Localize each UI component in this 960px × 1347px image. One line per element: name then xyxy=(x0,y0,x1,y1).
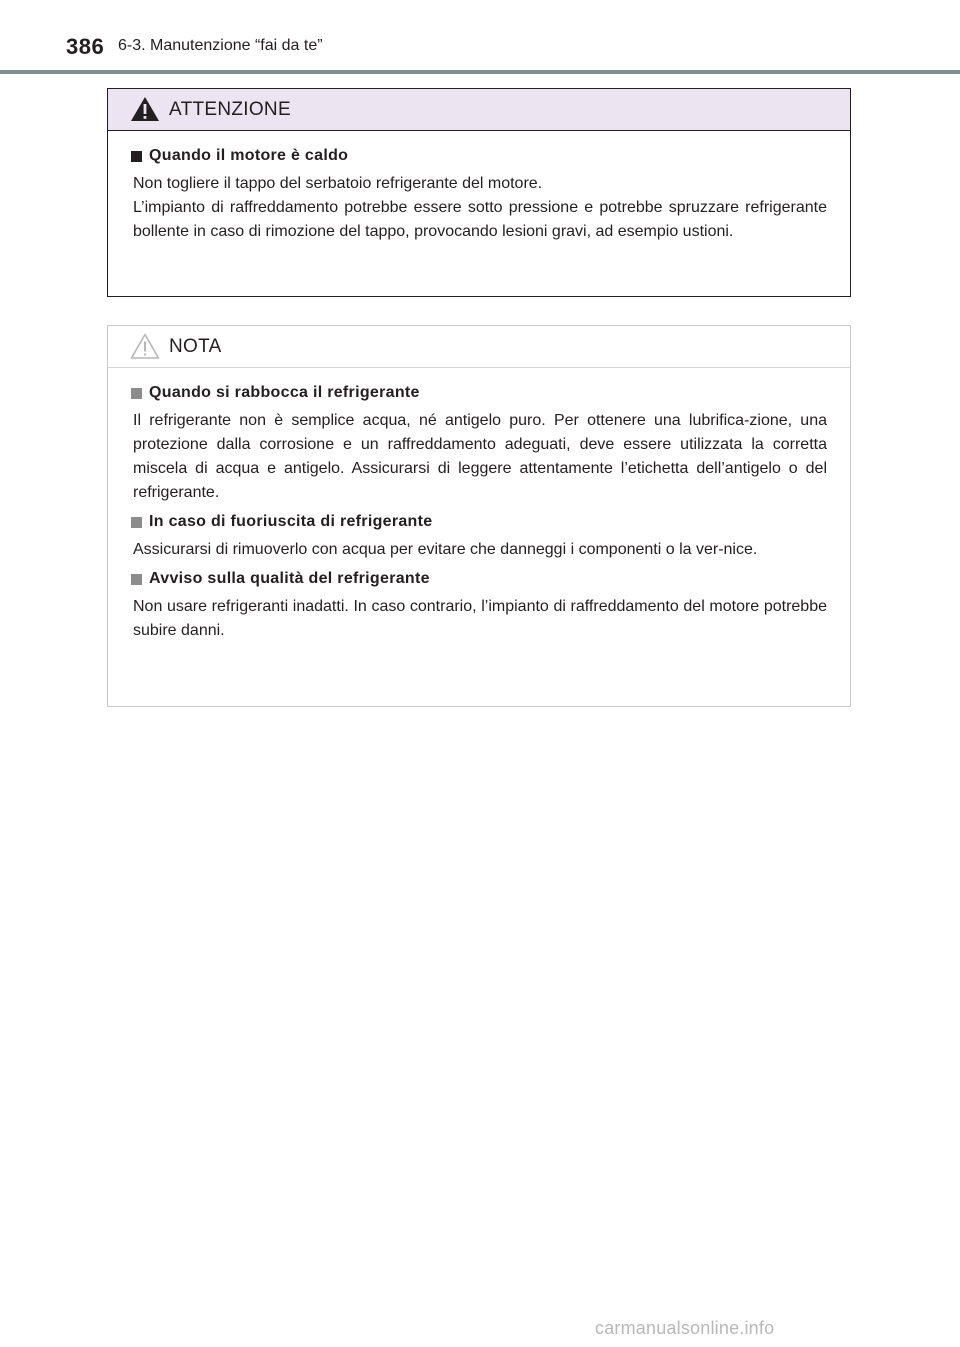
item-title: Quando il motore è caldo xyxy=(149,147,349,164)
item-title: Quando si rabbocca il refrigerante xyxy=(149,384,420,401)
warning-item xyxy=(131,147,827,244)
notice-box xyxy=(107,325,851,707)
item-title: In caso di fuoriuscita di refrigerante xyxy=(149,513,433,530)
item-text xyxy=(133,538,827,562)
page-number: 386 xyxy=(66,34,105,59)
notice-item xyxy=(131,384,827,505)
item-text xyxy=(133,172,827,244)
notice-header xyxy=(108,326,850,368)
square-bullet-icon xyxy=(131,517,142,528)
notice-triangle-icon xyxy=(130,333,160,359)
item-title: Avviso sulla qualità del refrigerante xyxy=(149,570,430,587)
square-bullet-icon xyxy=(131,151,142,162)
item-paragraph: Non usare refrigeranti inadatti. In caso contrario, l’impianto di raffreddamento del motore potrebbe subire danni. xyxy=(133,598,827,639)
item-paragraph: L’impianto di raffreddamento potrebbe essere sotto pressione e potrebbe spruzzare refrigerante bollente in caso di rimozione del tappo, provocando lesioni gravi, ad esempio ustioni. xyxy=(133,199,827,240)
warning-header xyxy=(108,89,850,131)
header-rule xyxy=(0,70,960,74)
warning-label: ATTENZIONE xyxy=(169,99,291,120)
warning-box xyxy=(107,88,851,297)
square-bullet-icon xyxy=(131,574,142,585)
page-header xyxy=(0,0,960,76)
notice-item xyxy=(131,570,827,643)
item-text xyxy=(133,409,827,505)
item-text xyxy=(133,595,827,643)
warning-triangle-icon xyxy=(130,96,160,122)
warning-body xyxy=(108,131,850,244)
item-paragraph: Assicurarsi di rimuoverlo con acqua per evitare che danneggi i componenti o la ver-nice. xyxy=(133,541,758,558)
section-title: 6-3. Manutenzione “fai da te” xyxy=(118,37,323,54)
item-paragraph: Il refrigerante non è semplice acqua, né antigelo puro. Per ottenere una lubrifica-zione, una protezione dalla corrosione e un raffreddamento adeguati, deve essere utilizzata la corretta miscela di acqua e antigelo. Assicurarsi di leggere attentamente l’etichetta dell’antigelo o del refrigerante. xyxy=(133,412,827,501)
item-paragraph: Non togliere il tappo del serbatoio refrigerante del motore. xyxy=(133,175,543,192)
notice-label: NOTA xyxy=(169,336,222,357)
notice-item xyxy=(131,513,827,562)
watermark-link[interactable]: carmanualsonline.info xyxy=(595,1318,775,1338)
square-bullet-icon xyxy=(131,388,142,399)
notice-body xyxy=(108,368,850,643)
